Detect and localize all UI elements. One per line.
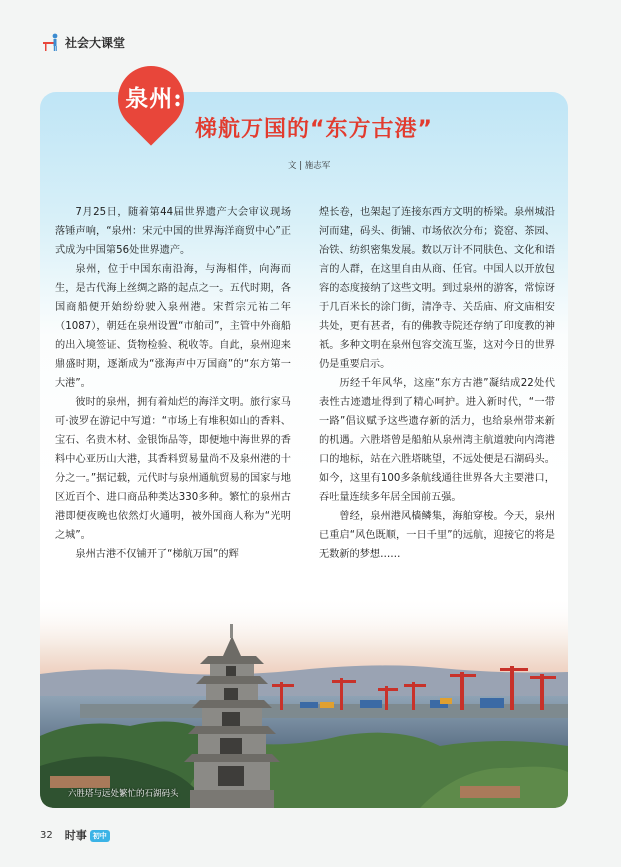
paragraph: 曾经，泉州港风樯鳞集，海舶穿梭。今天，泉州已重启“风色既顺，一日千里”的远航，迎接它的将是无数新的梦想…… [319,511,555,560]
page-footer [40,827,110,843]
page-number: 32 [40,829,53,841]
article-column-left [55,203,291,564]
magazine-edition-badge: 初中 [90,830,110,842]
paragraph: 7月25日，随着第44届世界遗产大会审议现场落锤声响，“泉州：宋元中国的世界海洋商贸中心”正式成为中国第56处世界遗产。 [55,207,291,256]
article-column-right [319,203,555,564]
magazine-name [65,827,110,843]
photo-caption: 六胜塔与远处繁忙的石湖码头 [68,789,179,799]
paragraph: 泉州古港不仅铺开了“梯航万国”的辉 [75,549,239,560]
paragraph: 泉州，位于中国东南沿海，与海相伴，向海而生，是古代海上丝绸之路的起点之一。五代时期，各国商船便开始纷纷驶入泉州港。宋哲宗元祐二年（1087），朝廷在泉州设置“市舶司”，主管中外商船的出入境签证、货物检验、税收等。自此，泉州迎来鼎盛时期，逐渐成为“涨海声中万国商”的“东方第一大港”。 [55,264,291,389]
section-label: 社会大课堂 [65,35,126,50]
title-place: 泉州: [125,85,183,112]
byline: 文 | 施志军 [288,161,331,171]
harbor-pagoda-photo [40,596,568,808]
paragraph: 历经千年风华，这座“东方古港”凝结成22处代表性古迹遗址得到了精心呵护。进入新时代，“一带一路”倡议赋予这些遗存新的活力，也给泉州带来新的机遇。六胜塔曾是船舶从泉州湾主航道驶向内湾港口的地标，站在六胜塔眺望，不远处便是石湖码头。如今，这里有100多条航线通往世界各大主要港口，吞吐量连续多年居全国前五强。 [319,378,555,503]
paragraph: 煌长卷，也架起了连接东西方文明的桥梁。泉州城沿河而建，码头、街铺、市场依次分布；瓷窑、茶园、冶铁、纺织密集发展。数以万计不同肤色、文化和语言的人群，在这里自由从商、任官。中国人以开放包容的态度接纳了这些文明。到过泉州的游客，常惊讶于几百米长的涂门街，清净寺、关岳庙、府文庙相安共处，更有甚者，有的佛教寺院还存纳了印度教的神祇。多种文明在泉州包容交流互鉴，这对今日的世界仍是重要启示。 [319,207,555,370]
magazine-title: 时事 [64,829,87,842]
lecture-person-icon [43,33,59,51]
section-header [43,33,125,51]
paragraph: 彼时的泉州，拥有着灿烂的海洋文明。旅行家马可·波罗在游记中写道：“市场上有堆积如山的香料、宝石、名贵木材、金银饰品等，即便地中海世界的香料中心亚历山大港，其香料贸易量尚不及泉州港的十分之一。”据记载，元代时与泉州通航贸易的国家与地区近百个、进口商品种类达330多种。繁忙的泉州古港即便夜晚也依然灯火通明，被外国商人称为“光明之城”。 [55,397,291,541]
article-title: 梯航万国的“东方古港” [195,117,433,142]
